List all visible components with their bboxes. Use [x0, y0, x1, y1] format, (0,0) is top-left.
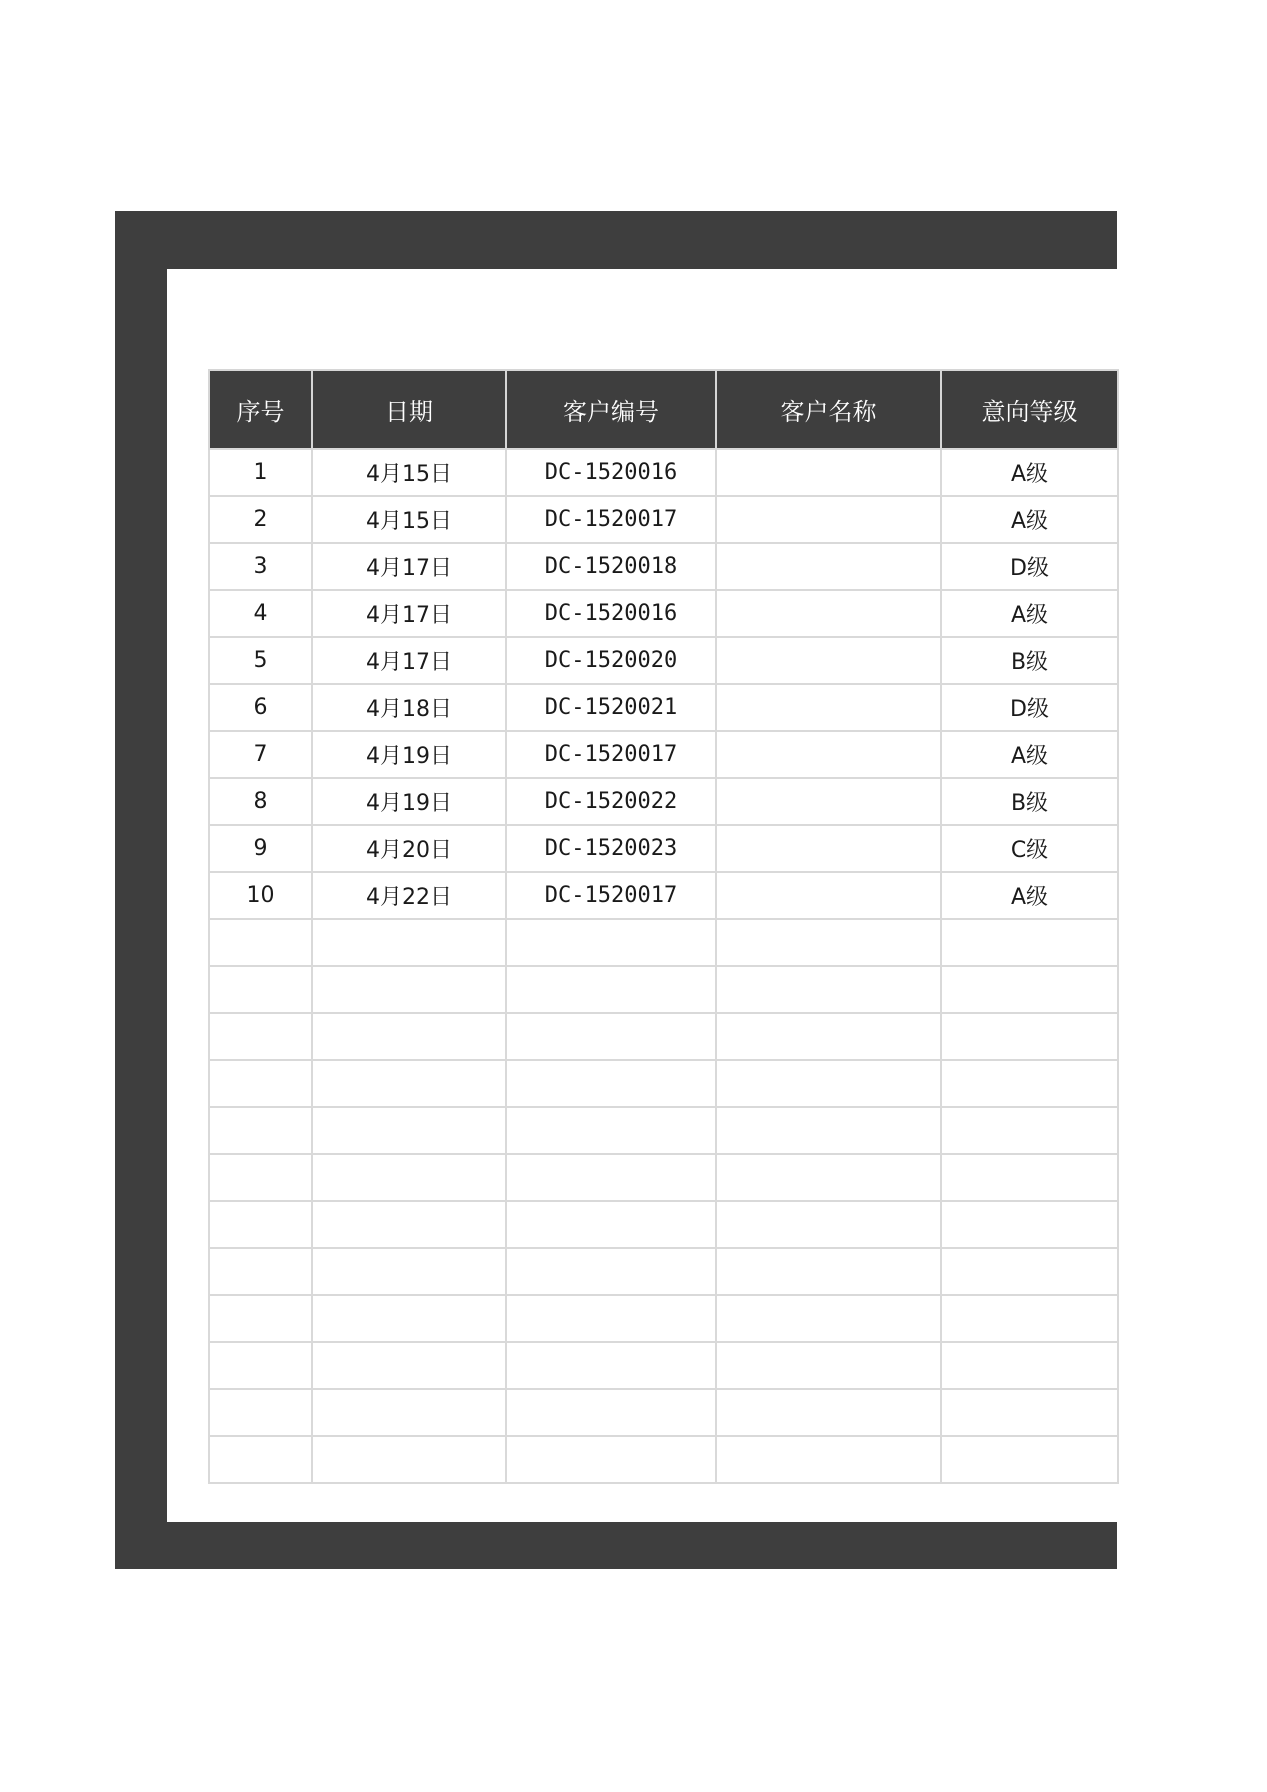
cell-customer-id[interactable]: DC-1520016 [506, 449, 716, 496]
cell-index[interactable] [209, 1436, 312, 1483]
cell-index[interactable]: 6 [209, 684, 312, 731]
cell-customer-name[interactable] [716, 1154, 941, 1201]
cell-customer-name[interactable] [716, 1295, 941, 1342]
cell-index[interactable] [209, 1013, 312, 1060]
cell-customer-id[interactable] [506, 1342, 716, 1389]
table-body [209, 449, 1118, 1483]
table-row [209, 1342, 1118, 1389]
cell-index[interactable] [209, 1201, 312, 1248]
cell-date[interactable] [312, 1342, 506, 1389]
cell-index[interactable] [209, 1342, 312, 1389]
cell-date[interactable] [312, 1389, 506, 1436]
cell-date[interactable]: 4月17日 [312, 637, 506, 684]
cell-customer-id[interactable] [506, 1201, 716, 1248]
cell-intent-level[interactable] [941, 1389, 1118, 1436]
cell-customer-name[interactable] [716, 1013, 941, 1060]
cell-customer-id[interactable] [506, 1295, 716, 1342]
cell-customer-id[interactable]: DC-1520023 [506, 825, 716, 872]
cell-customer-id[interactable]: DC-1520022 [506, 778, 716, 825]
cell-date[interactable] [312, 966, 506, 1013]
cell-intent-level[interactable] [941, 1342, 1118, 1389]
cell-date[interactable]: 4月17日 [312, 543, 506, 590]
cell-intent-level[interactable] [941, 1154, 1118, 1201]
cell-index[interactable] [209, 966, 312, 1013]
cell-customer-name[interactable] [716, 496, 941, 543]
cell-customer-name[interactable] [716, 1436, 941, 1483]
table-row [209, 1248, 1118, 1295]
cell-intent-level[interactable]: A级 [941, 872, 1118, 919]
table-row [209, 496, 1118, 543]
cell-customer-name[interactable] [716, 1389, 941, 1436]
cell-date[interactable] [312, 1107, 506, 1154]
cell-date[interactable]: 4月22日 [312, 872, 506, 919]
cell-customer-id[interactable] [506, 1013, 716, 1060]
table-row [209, 590, 1118, 637]
table-row [209, 1013, 1118, 1060]
cell-intent-level[interactable]: D级 [941, 684, 1118, 731]
cell-customer-name[interactable] [716, 825, 941, 872]
cell-date[interactable]: 4月19日 [312, 731, 506, 778]
cell-intent-level[interactable] [941, 919, 1118, 966]
cell-index[interactable]: 8 [209, 778, 312, 825]
cell-date[interactable] [312, 1436, 506, 1483]
cell-date[interactable]: 4月17日 [312, 590, 506, 637]
cell-customer-name[interactable] [716, 1060, 941, 1107]
header-date: 日期 [312, 370, 506, 449]
header-index: 序号 [209, 370, 312, 449]
cell-intent-level[interactable] [941, 1436, 1118, 1483]
cell-customer-name[interactable] [716, 1201, 941, 1248]
cell-date[interactable] [312, 1201, 506, 1248]
cell-customer-name[interactable] [716, 1342, 941, 1389]
table-row [209, 731, 1118, 778]
cell-intent-level[interactable] [941, 1248, 1118, 1295]
cell-intent-level[interactable]: A级 [941, 731, 1118, 778]
cell-index[interactable]: 5 [209, 637, 312, 684]
cell-customer-id[interactable]: DC-1520021 [506, 684, 716, 731]
cell-intent-level[interactable]: B级 [941, 778, 1118, 825]
cell-customer-id[interactable] [506, 966, 716, 1013]
table-row [209, 1201, 1118, 1248]
cell-customer-id[interactable]: DC-1520017 [506, 731, 716, 778]
cell-intent-level[interactable] [941, 1201, 1118, 1248]
header-customer-id: 客户编号 [506, 370, 716, 449]
cell-index[interactable]: 10 [209, 872, 312, 919]
cell-intent-level[interactable]: D级 [941, 543, 1118, 590]
cell-intent-level[interactable]: C级 [941, 825, 1118, 872]
cell-index[interactable]: 7 [209, 731, 312, 778]
cell-customer-id[interactable] [506, 1248, 716, 1295]
cell-date[interactable]: 4月15日 [312, 496, 506, 543]
table-row [209, 1107, 1118, 1154]
table-row [209, 872, 1118, 919]
customer-table [208, 369, 1119, 1484]
cell-intent-level[interactable]: B级 [941, 637, 1118, 684]
cell-date[interactable] [312, 1060, 506, 1107]
cell-index[interactable] [209, 1295, 312, 1342]
cell-index[interactable] [209, 1107, 312, 1154]
table-row [209, 778, 1118, 825]
cell-index[interactable] [209, 1154, 312, 1201]
cell-intent-level[interactable] [941, 1295, 1118, 1342]
cell-index[interactable] [209, 1389, 312, 1436]
cell-index[interactable]: 9 [209, 825, 312, 872]
cell-customer-id[interactable] [506, 1436, 716, 1483]
cell-customer-id[interactable]: DC-1520017 [506, 496, 716, 543]
table-row [209, 543, 1118, 590]
table-row [209, 1295, 1118, 1342]
cell-index[interactable]: 1 [209, 449, 312, 496]
table-row [209, 637, 1118, 684]
table-row [209, 825, 1118, 872]
table-header [209, 370, 1118, 449]
cell-date[interactable]: 4月19日 [312, 778, 506, 825]
table-row [209, 449, 1118, 496]
cell-customer-name[interactable] [716, 449, 941, 496]
table-row [209, 1154, 1118, 1201]
frame-bottom-bar [115, 1522, 1117, 1569]
cell-customer-name[interactable] [716, 590, 941, 637]
cell-date[interactable] [312, 1248, 506, 1295]
cell-customer-id[interactable] [506, 919, 716, 966]
cell-index[interactable]: 2 [209, 496, 312, 543]
cell-intent-level[interactable] [941, 966, 1118, 1013]
cell-intent-level[interactable]: A级 [941, 496, 1118, 543]
header-row [209, 370, 1118, 449]
cell-customer-id[interactable] [506, 1389, 716, 1436]
cell-customer-id[interactable]: DC-1520016 [506, 590, 716, 637]
cell-date[interactable]: 4月20日 [312, 825, 506, 872]
table-row [209, 1060, 1118, 1107]
cell-customer-id[interactable] [506, 1060, 716, 1107]
table-row [209, 1389, 1118, 1436]
cell-index[interactable] [209, 919, 312, 966]
cell-customer-id[interactable] [506, 1107, 716, 1154]
cell-index[interactable]: 3 [209, 543, 312, 590]
table-row [209, 684, 1118, 731]
cell-intent-level[interactable] [941, 1060, 1118, 1107]
cell-customer-name[interactable] [716, 919, 941, 966]
cell-intent-level[interactable]: A级 [941, 449, 1118, 496]
header-customer-name: 客户名称 [716, 370, 941, 449]
cell-intent-level[interactable] [941, 1013, 1118, 1060]
cell-customer-name[interactable] [716, 1107, 941, 1154]
cell-customer-name[interactable] [716, 872, 941, 919]
table-row [209, 919, 1118, 966]
cell-date[interactable] [312, 1154, 506, 1201]
cell-index[interactable]: 4 [209, 590, 312, 637]
cell-customer-name[interactable] [716, 731, 941, 778]
cell-customer-name[interactable] [716, 543, 941, 590]
cell-customer-name[interactable] [716, 637, 941, 684]
cell-customer-name[interactable] [716, 966, 941, 1013]
cell-intent-level[interactable]: A级 [941, 590, 1118, 637]
cell-customer-id[interactable]: DC-1520018 [506, 543, 716, 590]
cell-customer-name[interactable] [716, 778, 941, 825]
header-intent-level: 意向等级 [941, 370, 1118, 449]
cell-date[interactable]: 4月18日 [312, 684, 506, 731]
table-row [209, 1436, 1118, 1483]
cell-date[interactable]: 4月15日 [312, 449, 506, 496]
cell-customer-name[interactable] [716, 1248, 941, 1295]
cell-customer-id[interactable]: DC-1520017 [506, 872, 716, 919]
frame-left-bar [115, 211, 167, 1569]
cell-customer-name[interactable] [716, 684, 941, 731]
cell-index[interactable] [209, 1248, 312, 1295]
cell-date[interactable] [312, 1295, 506, 1342]
cell-date[interactable] [312, 919, 506, 966]
cell-date[interactable] [312, 1013, 506, 1060]
cell-customer-id[interactable] [506, 1154, 716, 1201]
cell-index[interactable] [209, 1060, 312, 1107]
cell-intent-level[interactable] [941, 1107, 1118, 1154]
table-row [209, 966, 1118, 1013]
cell-customer-id[interactable]: DC-1520020 [506, 637, 716, 684]
frame-top-bar [115, 211, 1117, 269]
